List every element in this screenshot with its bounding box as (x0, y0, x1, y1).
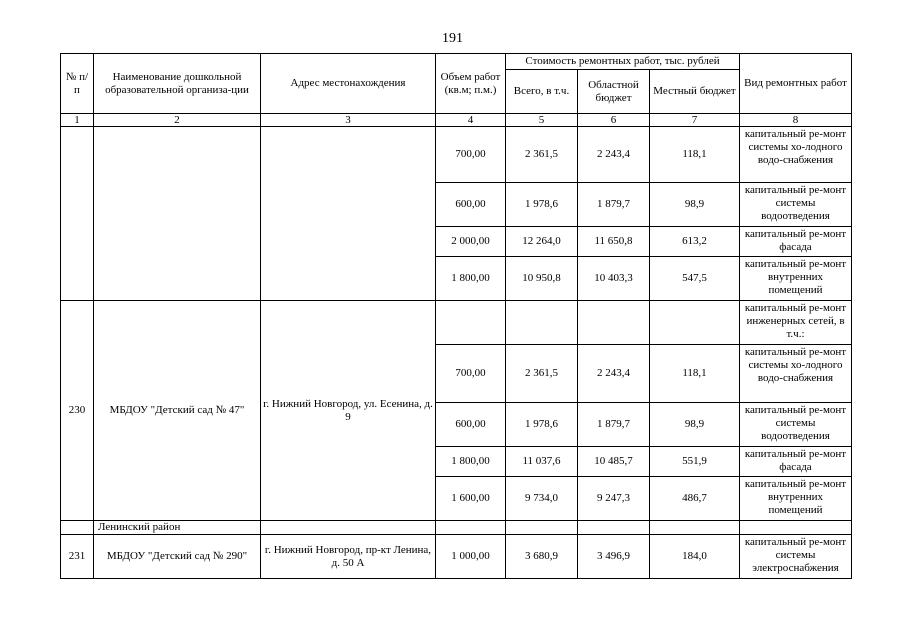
col-number: 7 (650, 114, 740, 127)
header-num: № п/п (61, 54, 94, 114)
local-cell: 118,1 (650, 127, 740, 183)
empty-num-cell (61, 127, 94, 301)
regional-cell: 2 243,4 (578, 345, 650, 403)
volume-cell: 1 800,00 (436, 257, 506, 301)
col-number: 3 (261, 114, 436, 127)
empty-address-cell (261, 521, 436, 535)
col-number: 6 (578, 114, 650, 127)
total-cell: 2 361,5 (506, 127, 578, 183)
empty-local-cell (650, 521, 740, 535)
column-number-row (61, 114, 852, 127)
col-number: 8 (740, 114, 852, 127)
header-kind: Вид ремонтных работ (740, 54, 852, 114)
organization-name: МБДОУ "Детский сад № 47" (94, 301, 261, 521)
organization-address: г. Нижний Новгород, пр-кт Ленина, д. 50 А (261, 535, 436, 579)
table-row (61, 535, 852, 579)
volume-cell: 600,00 (436, 403, 506, 447)
empty-regional-cell (578, 521, 650, 535)
total-cell: 3 680,9 (506, 535, 578, 579)
header-volume: Объем работ (кв.м; п.м.) (436, 54, 506, 114)
kind-cell: капитальный ре-монт системы водоотведения (740, 183, 852, 227)
district-row (61, 521, 852, 535)
header-address: Адрес местонахождения (261, 54, 436, 114)
local-cell: 118,1 (650, 345, 740, 403)
kind-cell: капитальный ре-монт инженерных сетей, в т.ч.: (740, 301, 852, 345)
page-number: 191 (442, 31, 463, 46)
kind-cell: капитальный ре-монт системы водоотведения (740, 403, 852, 447)
local-cell: 98,9 (650, 183, 740, 227)
kind-cell: капитальный ре-монт внутренних помещений (740, 257, 852, 301)
col-number: 5 (506, 114, 578, 127)
local-cell: 551,9 (650, 447, 740, 477)
table-row (61, 127, 852, 183)
kind-cell: капитальный ре-монт фасада (740, 447, 852, 477)
regional-cell: 10 403,3 (578, 257, 650, 301)
kind-cell: капитальный ре-монт системы хо-лодного водо-снабжения (740, 345, 852, 403)
table-row (61, 301, 852, 345)
volume-cell: 2 000,00 (436, 227, 506, 257)
header-cost-group: Стоимость ремонтных работ, тыс. рублей (506, 54, 740, 70)
volume-cell: 700,00 (436, 345, 506, 403)
local-cell: 184,0 (650, 535, 740, 579)
regional-cell: 11 650,8 (578, 227, 650, 257)
header-local: Местный бюджет (650, 70, 740, 114)
regional-cell: 9 247,3 (578, 477, 650, 521)
col-number: 4 (436, 114, 506, 127)
local-cell: 98,9 (650, 403, 740, 447)
local-cell: 486,7 (650, 477, 740, 521)
repair-works-table (60, 53, 852, 579)
kind-cell: капитальный ре-монт фасада (740, 227, 852, 257)
volume-cell: 1 800,00 (436, 447, 506, 477)
regional-cell: 2 243,4 (578, 127, 650, 183)
kind-cell: капитальный ре-монт системы электроснабжения (740, 535, 852, 579)
regional-cell: 1 879,7 (578, 403, 650, 447)
header-regional: Областной бюджет (578, 70, 650, 114)
row-number: 231 (61, 535, 94, 579)
regional-cell: 10 485,7 (578, 447, 650, 477)
kind-cell: капитальный ре-монт системы хо-лодного водо-снабжения (740, 127, 852, 183)
total-cell: 1 978,6 (506, 183, 578, 227)
col-number: 1 (61, 114, 94, 127)
total-cell: 11 037,6 (506, 447, 578, 477)
total-cell: 9 734,0 (506, 477, 578, 521)
col-number: 2 (94, 114, 261, 127)
district-name: Ленинский район (94, 521, 261, 535)
organization-address: г. Нижний Новгород, ул. Есенина, д. 9 (261, 301, 436, 521)
regional-cell (578, 301, 650, 345)
empty-num-cell (61, 521, 94, 535)
local-cell: 613,2 (650, 227, 740, 257)
empty-address-cell (261, 127, 436, 301)
total-cell: 1 978,6 (506, 403, 578, 447)
organization-name: МБДОУ "Детский сад № 290" (94, 535, 261, 579)
volume-cell (436, 301, 506, 345)
header-total: Всего, в т.ч. (506, 70, 578, 114)
volume-cell: 1 600,00 (436, 477, 506, 521)
total-cell: 12 264,0 (506, 227, 578, 257)
volume-cell: 1 000,00 (436, 535, 506, 579)
local-cell: 547,5 (650, 257, 740, 301)
header-name: Наименование дошкольной образовательной организа-ции (94, 54, 261, 114)
empty-name-cell (94, 127, 261, 301)
local-cell (650, 301, 740, 345)
regional-cell: 1 879,7 (578, 183, 650, 227)
total-cell: 10 950,8 (506, 257, 578, 301)
kind-cell: капитальный ре-монт внутренних помещений (740, 477, 852, 521)
total-cell (506, 301, 578, 345)
row-number: 230 (61, 301, 94, 521)
volume-cell: 600,00 (436, 183, 506, 227)
empty-volume-cell (436, 521, 506, 535)
regional-cell: 3 496,9 (578, 535, 650, 579)
volume-cell: 700,00 (436, 127, 506, 183)
total-cell: 2 361,5 (506, 345, 578, 403)
empty-total-cell (506, 521, 578, 535)
empty-kind-cell (740, 521, 852, 535)
